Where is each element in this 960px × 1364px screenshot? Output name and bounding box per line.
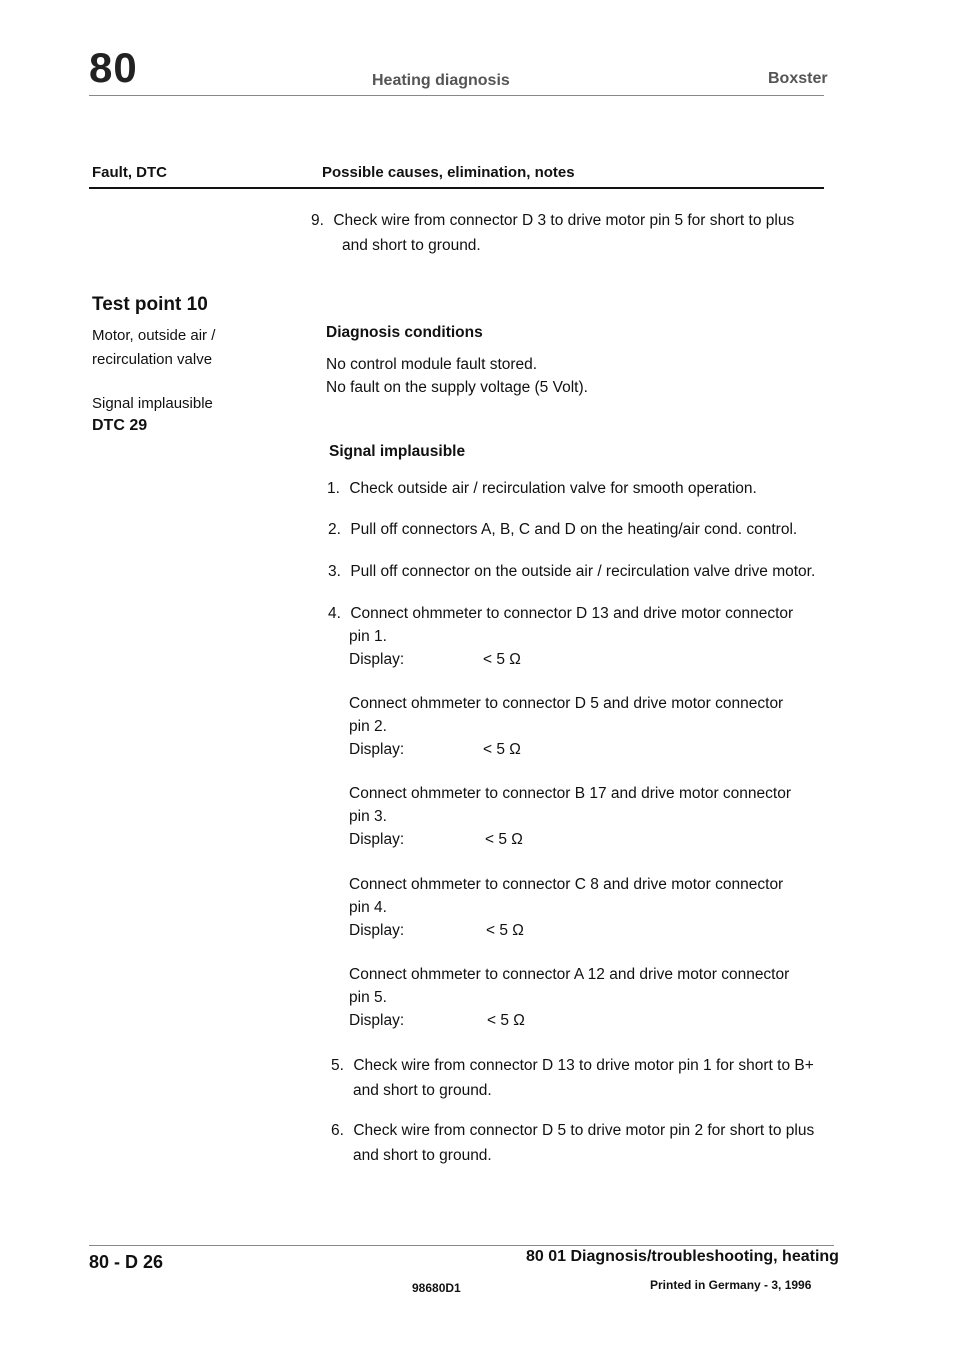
step-text: Check wire from connector D 5 to drive motor pin 2 for short to plus	[353, 1122, 815, 1139]
step-text: Connect ohmmeter to connector D 13 and drive motor connector	[350, 605, 794, 622]
display-value: < 5 Ω	[483, 741, 521, 758]
conditions-line1: No control module fault stored.	[326, 356, 538, 373]
step-number: 2.	[328, 521, 341, 538]
column-heading-rule	[89, 187, 824, 189]
measurement-5-text: Connect ohmmeter to connector A 12 and drive motor connector	[349, 966, 790, 983]
step-text: Check wire from connector D 3 to drive motor pin 5 for short to plus	[333, 212, 795, 229]
step-text: Check outside air / recirculation valve for smooth operation.	[349, 480, 757, 497]
step-number: 9.	[311, 212, 324, 229]
header-rule	[89, 95, 824, 96]
test-point-signal: Signal implausible	[92, 395, 213, 412]
step-6	[331, 1120, 814, 1167]
step-text: Pull off connector on the outside air / recirculation valve drive motor.	[350, 563, 816, 580]
step-number: 5.	[331, 1057, 344, 1074]
measurement-3-pin: pin 3.	[349, 808, 387, 825]
test-point-title: Test point 10	[92, 294, 208, 315]
header-title: Heating diagnosis	[372, 72, 510, 89]
step-text: Check wire from connector D 13 to drive motor pin 1 for short to B+	[353, 1057, 814, 1074]
test-point-desc-line1: Motor, outside air /	[92, 327, 216, 344]
footer-printed: Printed in Germany - 3, 1996	[650, 1278, 812, 1292]
step-4	[328, 603, 793, 625]
step-number: 3.	[328, 563, 341, 580]
conditions-heading: Diagnosis conditions	[326, 324, 483, 341]
page-number: 80 - D 26	[89, 1252, 164, 1272]
measurement-3-text: Connect ohmmeter to connector B 17 and drive motor connector	[349, 785, 791, 802]
step-2	[328, 519, 797, 541]
chapter-number: 80	[89, 44, 138, 91]
measurement-4-text: Connect ohmmeter to connector C 8 and drive motor connector	[349, 876, 784, 893]
step-number: 1.	[327, 480, 340, 497]
display-value: < 5 Ω	[485, 831, 523, 848]
display-label: Display:	[349, 831, 405, 848]
header-model: Boxster	[768, 70, 828, 87]
measurement-2-pin: pin 2.	[349, 718, 387, 735]
step-9	[311, 210, 794, 257]
footer-code: 98680D1	[412, 1281, 461, 1295]
conditions-line2: No fault on the supply voltage (5 Volt).	[326, 379, 588, 396]
test-point-dtc: DTC 29	[92, 417, 148, 434]
footer-rule	[89, 1245, 834, 1246]
display-label: Display:	[349, 741, 405, 758]
step-number: 4.	[328, 605, 341, 622]
footer-section: 80 01 Diagnosis/troubleshooting, heating	[526, 1248, 839, 1265]
test-point-description	[92, 324, 215, 372]
measurement-5-pin: pin 5.	[349, 989, 387, 1006]
display-value: < 5 Ω	[487, 1012, 525, 1029]
display-value: < 5 Ω	[486, 922, 524, 939]
measurement-4-pin: pin 4.	[349, 899, 387, 916]
step-3	[328, 561, 815, 583]
test-point-desc-line2: recirculation valve	[92, 351, 213, 368]
column-heading-causes: Possible causes, elimination, notes	[322, 164, 575, 181]
display-value: < 5 Ω	[483, 651, 521, 668]
display-label: Display:	[349, 922, 405, 939]
step-4-pin: pin 1.	[349, 628, 387, 645]
step-number: 6.	[331, 1122, 344, 1139]
step-5	[331, 1055, 814, 1102]
display-label: Display:	[349, 651, 405, 668]
column-heading-fault: Fault, DTC	[92, 164, 167, 181]
step-1	[327, 478, 757, 500]
step-text-cont: and short to ground.	[353, 1147, 492, 1164]
display-label: Display:	[349, 1012, 405, 1029]
signal-heading: Signal implausible	[329, 443, 466, 460]
step-text-cont: and short to ground.	[342, 237, 481, 254]
step-text: Pull off connectors A, B, C and D on the heating/air cond. control.	[350, 521, 798, 538]
step-text-cont: and short to ground.	[353, 1082, 492, 1099]
measurement-2-text: Connect ohmmeter to connector D 5 and drive motor connector	[349, 695, 784, 712]
